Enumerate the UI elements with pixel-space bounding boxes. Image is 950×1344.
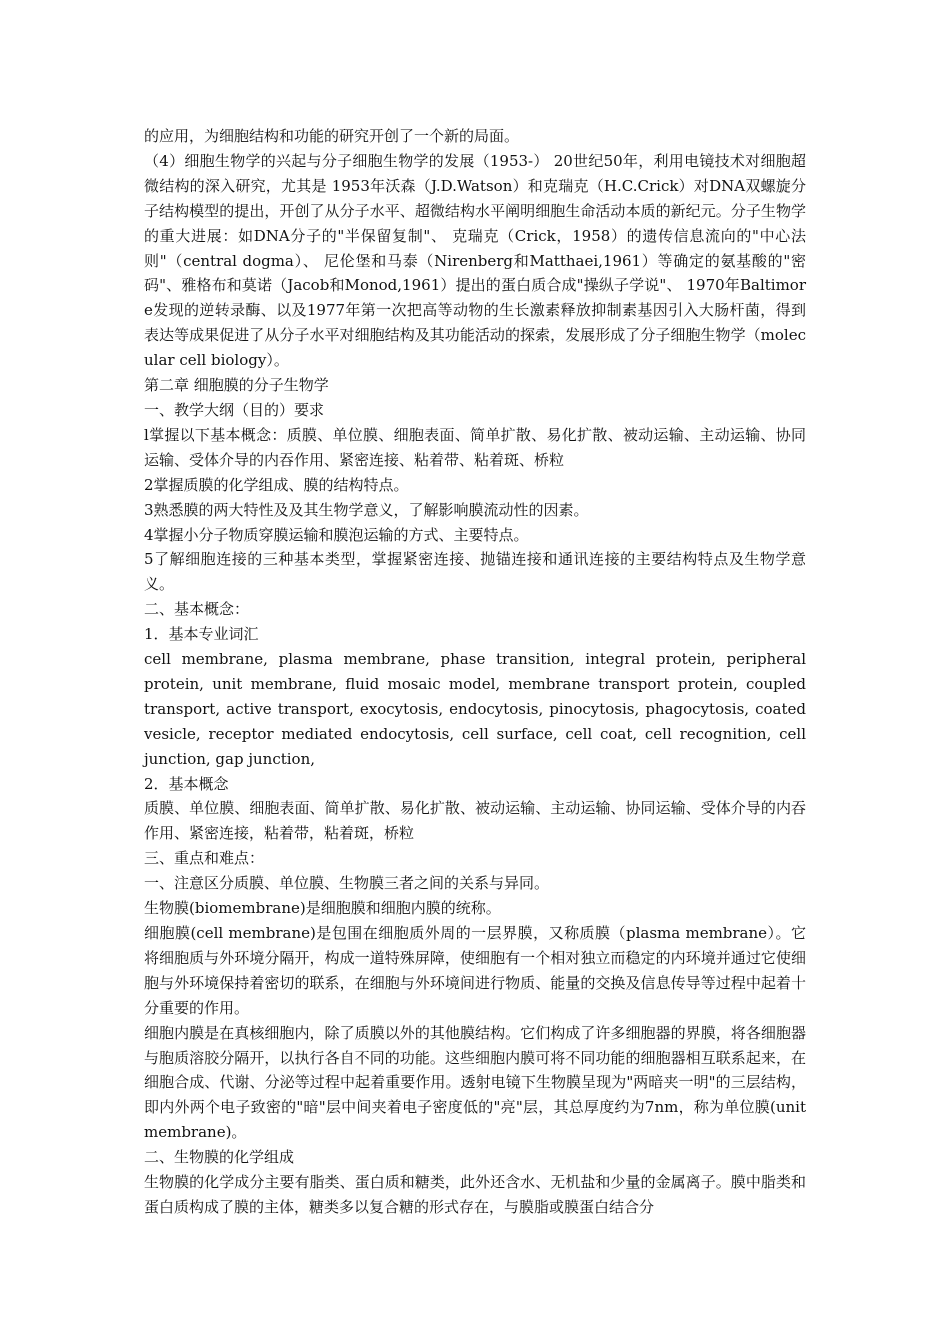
chapter-heading: 第二章 细胞膜的分子生物学 <box>144 376 329 395</box>
section-heading: 一、教学大纲（目的）要求 <box>144 400 325 419</box>
text-paragraph: 生物膜(biomembrane)是细胞膜和细胞内膜的统称。 <box>144 899 501 918</box>
subsection-heading: 2．基本概念 <box>144 774 229 793</box>
text-paragraph: 细胞膜(cell membrane)是包围在细胞质外周的一层界膜，又称质膜（plasma membrane）。它将细胞质与外环境分隔开，构成一道特殊屏障，使细胞有一个相对独立而稳定的内环境并通过它使细胞与外环境保持着密切的联系，在细胞与外环境间进行物质、能量的交换及信息传导等过程中起着十分重要的作用。 <box>144 924 806 1017</box>
text-paragraph: 质膜、单位膜、细胞表面、简单扩散、易化扩散、被动运输、主动运输、协同运输、受体介导的内吞作用、紧密连接，粘着带，粘着斑，桥粒 <box>144 799 806 843</box>
text-paragraph: 细胞内膜是在真核细胞内，除了质膜以外的其他膜结构。它们构成了许多细胞器的界膜，将各细胞器与胞质溶胶分隔开，以执行各自不同的功能。这些细胞内膜可将不同功能的细胞器相互联系起来，在细胞合成、代谢、分泌等过程中起着重要作用。透射电镜下生物膜呈现为"两暗夹一明"的三层结构，即内外两个电子致密的"暗"层中间夹着电子密度低的"亮"层，其总厚度约为7nm，称为单位膜(unit membrane)。 <box>144 1023 806 1142</box>
list-item: 4掌握小分子物质穿膜运输和膜泡运输的方式、主要特点。 <box>144 525 529 544</box>
list-item: l掌握以下基本概念：质膜、单位膜、细胞表面、简单扩散、易化扩散、被动运输、主动运输、协同运输、受体介导的内吞作用、紧密连接、粘着带、粘着斑、桥粒 <box>144 425 806 469</box>
subsection-heading: 1．基本专业词汇 <box>144 625 259 644</box>
list-item: 5了解细胞连接的三种基本类型，掌握紧密连接、抛锚连接和通讯连接的主要结构特点及生物学意义。 <box>144 550 806 594</box>
section-heading: 三、重点和难点： <box>144 849 265 868</box>
text-paragraph: 的应用，为细胞结构和功能的研究开创了一个新的局面。 <box>144 127 520 145</box>
section-heading: 二、生物膜的化学组成 <box>144 1148 295 1167</box>
vocabulary-paragraph: cell membrane, plasma membrane, phase transition, integral protein, peripheral protein, unit membrane, fluid mosaic model, membrane transport protein, coupled transport, active transport, exocytosis, endocytosis, pinocytosis, phagocytosis, coated vesicle, receptor mediated endocytosis, cell surface, cell coat, cell recognition, cell junction, gap junction, <box>144 650 806 768</box>
text-paragraph: 一、注意区分质膜、单位膜、生物膜三者之间的关系与异同。 <box>144 874 550 893</box>
document-page <box>144 124 806 1220</box>
section-heading: 二、基本概念： <box>144 600 250 619</box>
text-paragraph: 生物膜的化学成分主要有脂类、蛋白质和糖类，此外还含水、无机盐和少量的金属离子。膜中脂类和蛋白质构成了膜的主体，糖类多以复合糖的形式存在，与膜脂或膜蛋白结合分 <box>144 1173 806 1216</box>
list-item: 2掌握质膜的化学组成、膜的结构特点。 <box>144 475 409 494</box>
list-item: 3熟悉膜的两大特性及及其生物学意义，了解影响膜流动性的因素。 <box>144 500 589 519</box>
text-paragraph: （4）细胞生物学的兴起与分子细胞生物学的发展（1953-） 20世纪50年，利用电镜技术对细胞超微结构的深入研究，尤其是 1953年沃森（J.D.Watson）和克瑞克（H.C.Crick）对DNA双螺旋分子结构模型的提出，开创了从分子水平、超微结构水平阐明细胞生命活动本质的新纪元。分子生物学的重大进展：如DNA分子的"半保留复制"、 克瑞克（Crick，1958）的遗传信息流向的"中心法则"（central dogma）、 尼伦堡和马泰（Nirenberg和Matthaei,1961）等确定的氨基酸的"密码"、雅格布和莫诺（Jacob和Monod,1961）提出的蛋白质合成"操纵子学说"、 1970年Baltimore发现的逆转录酶、以及1977年第一次把高等动物的生长激素释放抑制素基因引入大肠杆菌，得到表达等成果促进了从分子水平对细胞结构及其功能活动的探索，发展形成了分子细胞生物学（molecular cell biology）。 <box>144 151 806 370</box>
